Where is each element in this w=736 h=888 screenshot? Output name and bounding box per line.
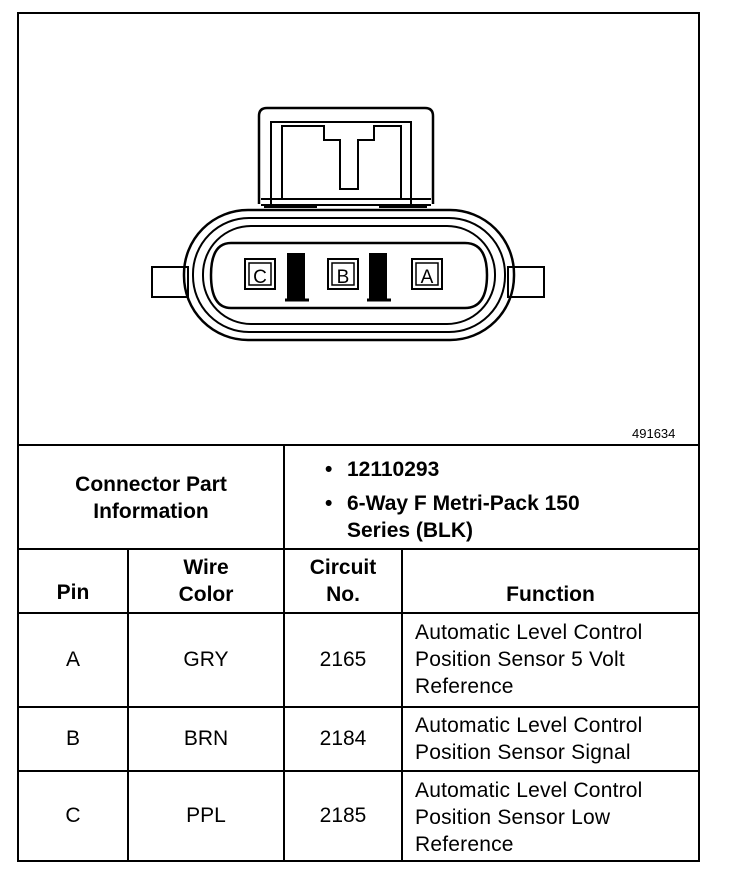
column-header-circuit-no: Circuit No. (309, 556, 377, 606)
pin-label-c: C (253, 267, 267, 288)
column-header-pin: Pin (56, 581, 90, 604)
wire-color-cell: PPL (186, 804, 226, 827)
circuit-cell: 2165 (319, 648, 367, 671)
column-header-wire-color: Wire Color (178, 556, 234, 606)
pin-cell: C (65, 804, 81, 827)
wire-color-cell: GRY (183, 648, 229, 671)
connector-part-info-values (285, 448, 698, 548)
bullet: • (325, 458, 333, 481)
divider (401, 550, 403, 860)
pin-cell: B (65, 727, 80, 750)
pin-label-a: A (420, 267, 434, 288)
part-number: 12110293 (347, 458, 440, 481)
divider (283, 550, 285, 860)
connector-description: 6-Way F Metri-Pack 150 Series (BLK) (347, 492, 580, 542)
circuit-cell: 2185 (319, 804, 367, 827)
bullet: • (325, 492, 333, 515)
connector-diagram (19, 14, 698, 444)
function-cell: Automatic Level Control Position Sensor 5 Volt Reference (415, 621, 643, 698)
wire-color-cell: BRN (183, 727, 229, 750)
connector-info-frame (17, 12, 700, 862)
connector-part-info-label: Connector Part Information (75, 473, 227, 523)
divider (127, 550, 129, 860)
column-header-function: Function (506, 583, 595, 606)
pin-cell: A (65, 648, 80, 671)
divider (19, 444, 698, 446)
figure-number: 491634 (632, 426, 676, 441)
function-cell: Automatic Level Control Position Sensor Signal (415, 714, 643, 764)
circuit-cell: 2184 (319, 727, 367, 750)
function-cell: Automatic Level Control Position Sensor Low Reference (415, 779, 643, 856)
pin-label-b: B (336, 267, 350, 288)
connector-face-drawing (19, 14, 698, 444)
